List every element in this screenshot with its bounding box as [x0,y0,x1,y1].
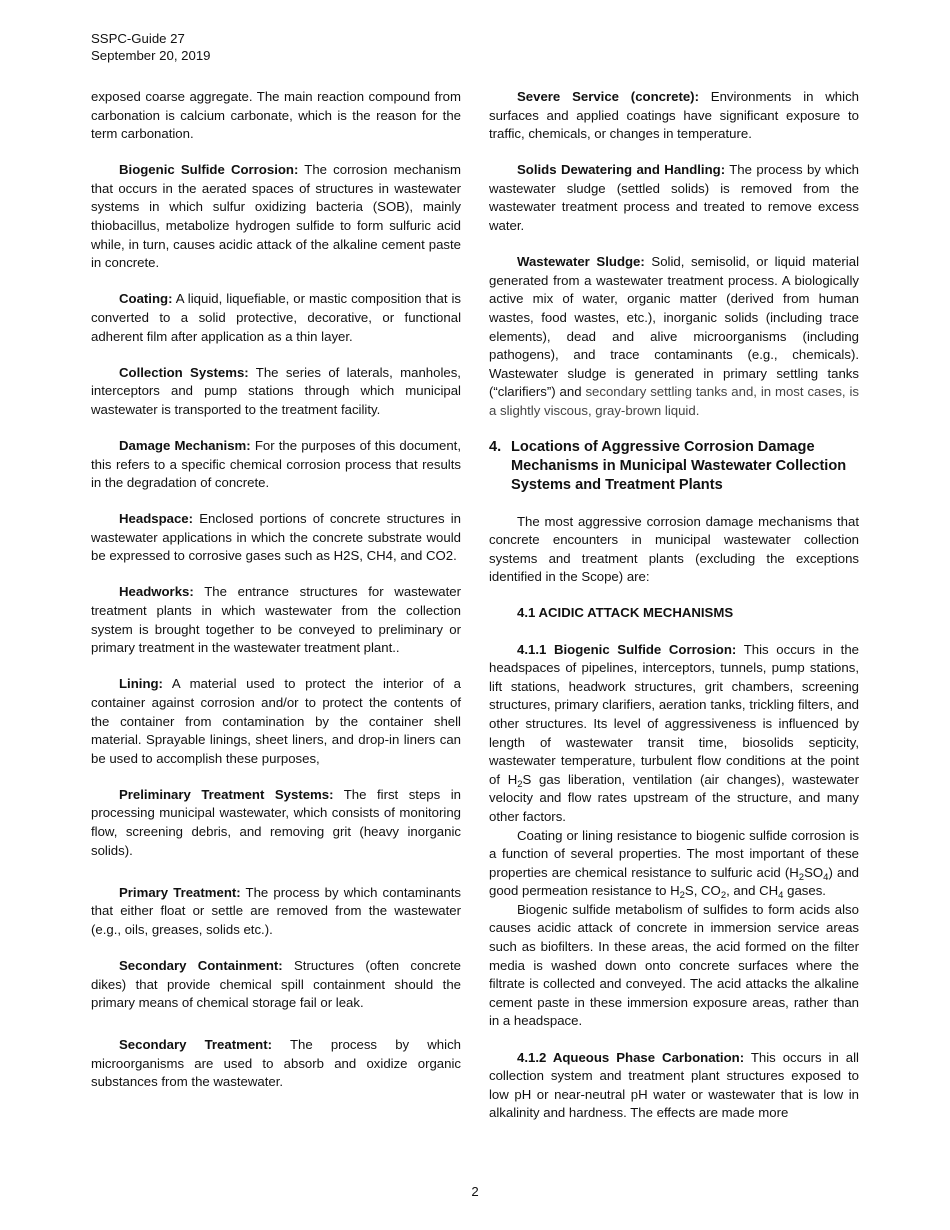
definition-text: The process by which wastewater sludge (settled solids) is removed from the wastewater treatment process and treated to remove excess water. [489,162,859,234]
page-number: 2 [471,1184,479,1199]
definition-term: Preliminary Treatment Systems: [119,786,334,802]
definition-secondary-containment [91,957,461,1013]
definition-biogenic-sulfide-corrosion [91,161,461,273]
right-column [489,88,859,1140]
definition-text: The entrance structures for wastewater treatment plants in which wastewater from the collection system is brought together to be conveyed to preliminary or primary treatment in the wastewater treatment plant.. [91,584,461,656]
definition-text: Solid, semisolid, or liquid material generated from a wastewater treatment process. A biologically active mix of water, organic matter (derived from human wastes, food wastes, etc.), inorganic solids (including trace elements), dead and alive microorganisms (including pathogens), and trace contaminants (e.g., chemicals). Wastewater sludge is generated in primary settling tanks (“clarifiers”) and [489,254,859,400]
definition-term: Coating: [119,291,173,307]
subscript: 4 [823,871,829,883]
definition-severe-service [489,88,859,144]
definition-solids-dewatering [489,161,859,235]
definition-term: Wastewater Sludge: [517,254,645,270]
paragraph-text: Coating or lining resistance to biogenic sulfide corrosion is a function of several properties. The most important of these properties are chemical resistance to sulfuric acid (H [489,827,859,880]
paragraph-text: This occurs in all collection system and treatment plant structures exposed to low pH or near-neutral pH water or wastewater that is low in alkalinity and hardness. The effects are made more [489,1049,859,1121]
paragraph-4-1-1 [489,641,859,827]
definition-text: Structures (often concrete dikes) that provide chemical spill containment should the primary means of chemical storage fail or leak. [91,957,461,1011]
definition-text: The process by which contaminants that either float or settle are removed from the wastewater (e.g., oils, greases, solids etc.). [91,884,461,937]
paragraph-biogenic-metabolism: Biogenic sulfide metabolism of sulfides to form acids also causes acidic attack of concrete in immersion service areas such as biofilters. In these areas, the acid formed on the filter media is washed down onto concrete surfaces where the filtrate is collected and conveyed. The acid attacks the alkaline cement paste in these immersion exposure areas, rather than in a headspace. [489,901,859,1029]
definition-coating [91,290,461,346]
definition-primary-treatment [91,884,461,940]
definition-text: Environments in which surfaces and applied coatings have significant exposure to traffic, chemicals, or changes in temperature. [489,89,859,142]
section-intro: The most aggressive corrosion damage mechanisms that concrete encounters in municipal wastewater collection systems and treatment plants (excluding the exceptions identified in the Scope) are: [489,513,859,585]
definition-text-continued: secondary settling tanks and, in most cases, is a slightly viscous, gray-brown liquid. [489,384,859,418]
subscript: 2 [517,778,523,790]
paragraph-text: This occurs in the headspaces of pipelines, interceptors, tunnels, pump stations, lift stations, headwork structures, grit chambers, screening structures, primary clarifiers, aeration tanks, trickling filters, and other structures. Its level of aggressiveness is influenced by length of wastewater transit time, biosolids septicity, wastewater temperature, turbulent flow conditions at the point of H [489,641,859,787]
definition-term: Headspace: [119,511,194,527]
paragraph-text: S gas liberation, ventilation (air changes), wastewater velocity and flow rates upstream of the structure, and many other factors. [489,771,860,824]
definition-wastewater-sludge [489,253,859,420]
definition-damage-mechanism [91,437,461,493]
paragraph-4-1-2 [489,1049,859,1123]
page-header [91,30,211,64]
definition-term: Biogenic Sulfide Corrosion: [119,162,299,178]
definition-text: A material used to protect the interior of a container against corrosion and/or to protect the contents of the container from contamination by the container shell material. Sprayable linings, sheet liners, and drop-in liners can be used to accomplish these purposes, [91,676,461,766]
definition-text: The process by which microorganisms are used to absorb and oxidize organic substances from the wastewater. [91,1037,462,1090]
definition-secondary-treatment [91,1036,461,1092]
document-date: September 20, 2019 [91,48,211,63]
definition-headspace [91,510,461,566]
paragraph-term: 4.1.1 Biogenic Sulfide Corrosion: [517,641,737,657]
left-column [91,88,461,1110]
subscript: 2 [798,871,805,883]
definition-lining [91,675,461,768]
definition-term: Damage Mechanism: [119,437,251,453]
section-heading [489,438,859,496]
section-number: 4. [489,439,502,455]
definition-text: Enclosed portions of concrete structures in wastewater applications in which the concrete substrate would be expressed to corrosive gases such as H2S, CH4, and CO2. [91,511,461,564]
definition-headworks [91,583,461,657]
definition-term: Secondary Treatment: [119,1037,273,1053]
paragraph-coating-resistance [489,827,859,901]
definition-text: A liquid, liquefiable, or mastic composition that is converted to a solid protective, decorative, or functional adherent film after application as a thin layer. [91,291,461,344]
definition-term: Primary Treatment: [119,884,241,900]
definition-collection-systems [91,364,461,420]
definition-text: The corrosion mechanism that occurs in the aerated spaces of structures in wastewater systems in which sulfur oxidizing bacteria (SOB), mainly thiobacillus, metabolize hydrogen sulfide to form sulfuric acid while, in turn, causes acidic attack of the alkaline cement paste in concrete. [91,162,462,271]
document-id: SSPC-Guide 27 [91,31,185,46]
definition-term: Solids Dewatering and Handling: [517,162,726,178]
paragraph-text: ) and good permeation resistance to H [489,864,859,899]
subscript: 2 [720,890,727,902]
definition-term: Severe Service (concrete): [517,89,699,104]
definition-term: Lining: [119,676,163,692]
subscript: 2 [679,890,685,902]
definition-text: The first steps in processing municipal wastewater, which consists of monitoring flow, screening debris, and removing grit (heavy inorganic solids). [91,786,461,858]
definition-text: For the purposes of this document, this refers to a specific chemical corrosion process that results in the degradation of concrete. [91,437,461,491]
subsection-heading: 4.1 ACIDIC ATTACK MECHANISMS [517,605,734,621]
definition-text: The series of laterals, manholes, interceptors and pump stations through which municipal wastewater is transported to the treatment facility. [91,364,461,417]
definition-preliminary-treatment-systems [91,786,461,860]
definition-term: Secondary Containment: [119,957,283,973]
subscript: 4 [778,890,784,902]
paragraph-text: gases. [783,883,826,899]
paragraph-term: 4.1.2 Aqueous Phase Carbonation: [517,1049,745,1065]
paragraph-text: SO [804,864,824,880]
paragraph-text: S, CO [684,883,721,899]
definition-term: Collection Systems: [119,364,249,380]
definition-term: Headworks: [119,584,194,600]
intro-paragraph: exposed coarse aggregate. The main reaction compound from carbonation is calcium carbonate, which is the reason for the term carbonation. [91,89,461,142]
paragraph-text: , and CH [726,883,779,899]
section-title: Locations of Aggressive Corrosion Damage Mechanisms in Municipal Wastewater Collection Systems and Treatment Plants [511,439,847,494]
